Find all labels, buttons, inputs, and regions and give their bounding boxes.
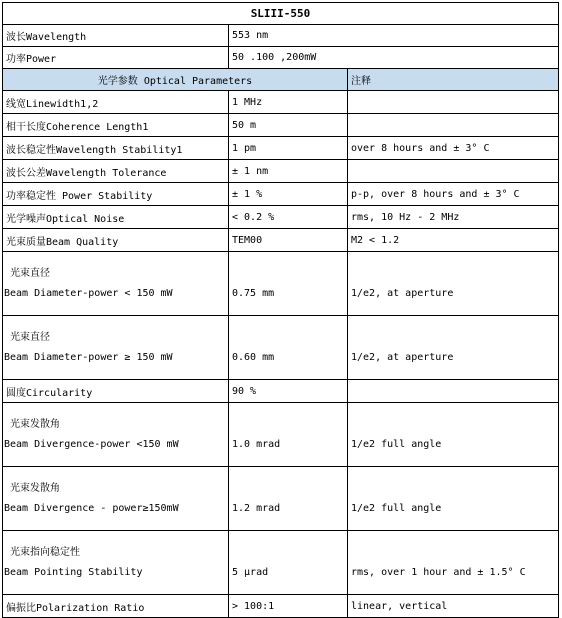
param-label-cn: 光束发散角 (10, 418, 60, 430)
param-value: TEM00 (229, 229, 348, 252)
section-title: 光学参数 Optical Parameters (3, 69, 348, 91)
param-label-cn: 光束直径 (10, 267, 50, 279)
table-row (3, 316, 559, 380)
table-row (3, 137, 559, 160)
param-note (348, 91, 559, 114)
param-label (3, 531, 229, 595)
param-note (348, 160, 559, 183)
param-note: rms, 10 Hz - 2 MHz (348, 206, 559, 229)
param-label: 波长公差Wavelength Tolerance (3, 160, 229, 183)
param-value: ± 1 % (229, 183, 348, 206)
param-note: linear, vertical (348, 595, 559, 618)
param-label: 波长稳定性Wavelength Stability1 (3, 137, 229, 160)
table-row (3, 206, 559, 229)
param-label-cn: 光束指向稳定性 (10, 546, 80, 558)
notes-heading: 注释 (348, 69, 559, 91)
param-value: 50 m (229, 114, 348, 137)
param-label (3, 467, 229, 531)
header-label: 功率Power (3, 47, 229, 69)
table-row (3, 252, 559, 316)
table-row (3, 467, 559, 531)
param-label-cn: 光束直径 (10, 331, 50, 343)
param-note: 1/e2, at aperture (348, 316, 559, 380)
param-value: 0.75 mm (229, 252, 348, 316)
param-note: M2 < 1.2 (348, 229, 559, 252)
param-label-en: Beam Divergence - power≥150mW (4, 502, 179, 514)
param-label: 相干长度Coherence Length1 (3, 114, 229, 137)
param-label-cn: 光束发散角 (10, 482, 60, 494)
param-note: 1/e2, at aperture (348, 252, 559, 316)
param-value: 90 % (229, 380, 348, 403)
param-label (3, 316, 229, 380)
param-label: 功率稳定性 Power Stability (3, 183, 229, 206)
param-label (3, 403, 229, 467)
header-row (3, 47, 559, 69)
param-note (348, 114, 559, 137)
table-row (3, 91, 559, 114)
param-note: rms, over 1 hour and ± 1.5° C (348, 531, 559, 595)
param-label-en: Beam Pointing Stability (4, 566, 143, 578)
param-note: over 8 hours and ± 3° C (348, 137, 559, 160)
param-note: 1/e2 full angle (348, 403, 559, 467)
param-value: 1 pm (229, 137, 348, 160)
param-value: > 100:1 (229, 595, 348, 618)
param-label: 圆度Circularity (3, 380, 229, 403)
table-row (3, 114, 559, 137)
param-value: 1 MHz (229, 91, 348, 114)
param-value: ± 1 nm (229, 160, 348, 183)
table-row (3, 403, 559, 467)
table-row (3, 183, 559, 206)
param-value: 1.0 mrad (229, 403, 348, 467)
header-label: 波长Wavelength (3, 25, 229, 47)
param-label: 线宽Linewidth1,2 (3, 91, 229, 114)
param-label-en: Beam Diameter-power < 150 mW (4, 287, 173, 299)
param-note: p-p, over 8 hours and ± 3° C (348, 183, 559, 206)
param-value: 1.2 mrad (229, 467, 348, 531)
table-row (3, 595, 559, 618)
spec-table (2, 2, 559, 618)
param-label (3, 252, 229, 316)
param-note: 1/e2 full angle (348, 467, 559, 531)
table-row (3, 229, 559, 252)
param-value: 0.60 mm (229, 316, 348, 380)
table-row (3, 531, 559, 595)
header-value: 50 .100 ,200mW (229, 47, 559, 69)
title-row (3, 3, 559, 25)
param-label: 光学噪声Optical Noise (3, 206, 229, 229)
section-header-row (3, 69, 559, 91)
header-value: 553 nm (229, 25, 559, 47)
param-note (348, 380, 559, 403)
model-title: SLIII-550 (3, 3, 559, 25)
header-row (3, 25, 559, 47)
param-label: 光束质量Beam Quality (3, 229, 229, 252)
table-row (3, 160, 559, 183)
spec-sheet (2, 2, 558, 618)
table-row (3, 380, 559, 403)
param-label-en: Beam Diameter-power ≥ 150 mW (4, 351, 173, 363)
param-label: 偏振比Polarization Ratio (3, 595, 229, 618)
param-value: < 0.2 % (229, 206, 348, 229)
param-value: 5 μrad (229, 531, 348, 595)
param-label-en: Beam Divergence-power <150 mW (4, 438, 179, 450)
